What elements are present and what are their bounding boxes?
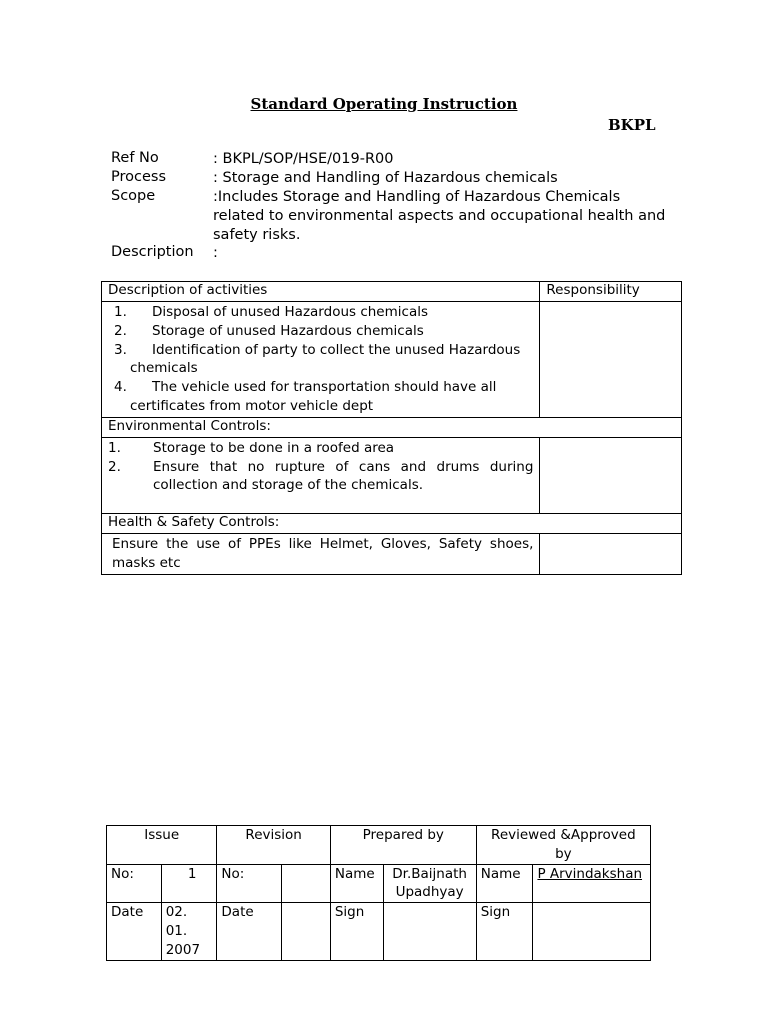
activities-row — [102, 302, 682, 418]
revision-no-value — [282, 864, 331, 903]
reviewed-approved-header: Reviewed &Approved by — [476, 826, 650, 865]
revision-no-label: No: — [217, 864, 282, 903]
process-label: Process — [111, 169, 167, 185]
issue-no-label: No: — [107, 864, 162, 903]
environmental-controls-row — [102, 437, 682, 513]
ref-no-value: : BKPL/SOP/HSE/019-R00 — [213, 151, 394, 167]
activities-header-row — [102, 282, 682, 302]
issue-header: Issue — [107, 826, 217, 865]
responsibility-cell — [540, 437, 682, 513]
list-item: 1. Storage to be done in a roofed area — [108, 439, 395, 456]
activities-table — [101, 281, 682, 575]
reviewer-sign-label: Sign — [476, 903, 533, 961]
scope-label: Scope — [111, 188, 156, 204]
list-item: 3. Identification of party to collect the unused Hazardous — [114, 341, 521, 358]
revision-date-value — [282, 903, 331, 961]
issue-no-value: 1 — [161, 864, 217, 903]
prepared-by-header: Prepared by — [330, 826, 476, 865]
description-label: Description — [111, 244, 194, 260]
prepared-name-value: Dr.Baijnath Upadhyay — [383, 864, 476, 903]
revision-table — [106, 825, 651, 961]
activities-list — [102, 302, 540, 418]
health-safety-heading-row — [102, 514, 682, 534]
scope-value: :Includes Storage and Handling of Hazardous Chemicals related to environmental aspects and occupational health and safety risks. — [213, 189, 666, 243]
revision-header: Revision — [217, 826, 330, 865]
list-item: 4. The vehicle used for transportation should have all — [114, 379, 497, 396]
environmental-controls-list — [102, 437, 540, 513]
reviewer-name-label: Name — [476, 864, 533, 903]
list-item-continuation: chemicals — [130, 360, 198, 377]
process-value: : Storage and Handling of Hazardous chemicals — [213, 170, 558, 186]
revision-header-row — [107, 826, 651, 865]
revision-date-row — [107, 903, 651, 961]
health-safety-row — [102, 534, 682, 575]
revision-number-row — [107, 864, 651, 903]
description-value: : — [213, 245, 218, 261]
list-item: 1. Disposal of unused Hazardous chemicals — [114, 304, 428, 320]
responsibility-cell — [540, 302, 682, 418]
list-item: 2. Storage of unused Hazardous chemicals — [114, 322, 424, 339]
list-item: 2. Ensure that no rupture of cans and drums during collection and storage of the chemicals. — [108, 458, 534, 494]
reviewer-sign-value — [533, 903, 651, 961]
list-item-continuation: certificates from motor vehicle dept — [130, 397, 374, 414]
issue-date-value: 02. 01. 2007 — [161, 903, 217, 961]
ref-no-label: Ref No — [111, 150, 159, 166]
reviewer-name-value: P Arvindakshan — [533, 864, 651, 903]
prepared-sign-value — [383, 903, 476, 961]
health-safety-controls-heading: Health & Safety Controls: — [102, 514, 682, 534]
prepared-sign-label: Sign — [330, 903, 383, 961]
prepared-name-label: Name — [330, 864, 383, 903]
document-title: Standard Operating Instruction — [250, 95, 518, 113]
responsibility-cell — [540, 534, 682, 575]
environmental-controls-heading-row — [102, 417, 682, 437]
responsibility-column-header: Responsibility — [540, 282, 682, 302]
revision-date-label: Date — [217, 903, 282, 961]
environmental-controls-heading: Environmental Controls: — [102, 417, 682, 437]
health-safety-text: Ensure the use of PPEs like Helmet, Gloves, Safety shoes, masks etc — [102, 534, 540, 575]
activities-column-header: Description of activities — [102, 282, 540, 302]
issue-date-label: Date — [107, 903, 162, 961]
organization-code: BKPL — [608, 116, 656, 134]
